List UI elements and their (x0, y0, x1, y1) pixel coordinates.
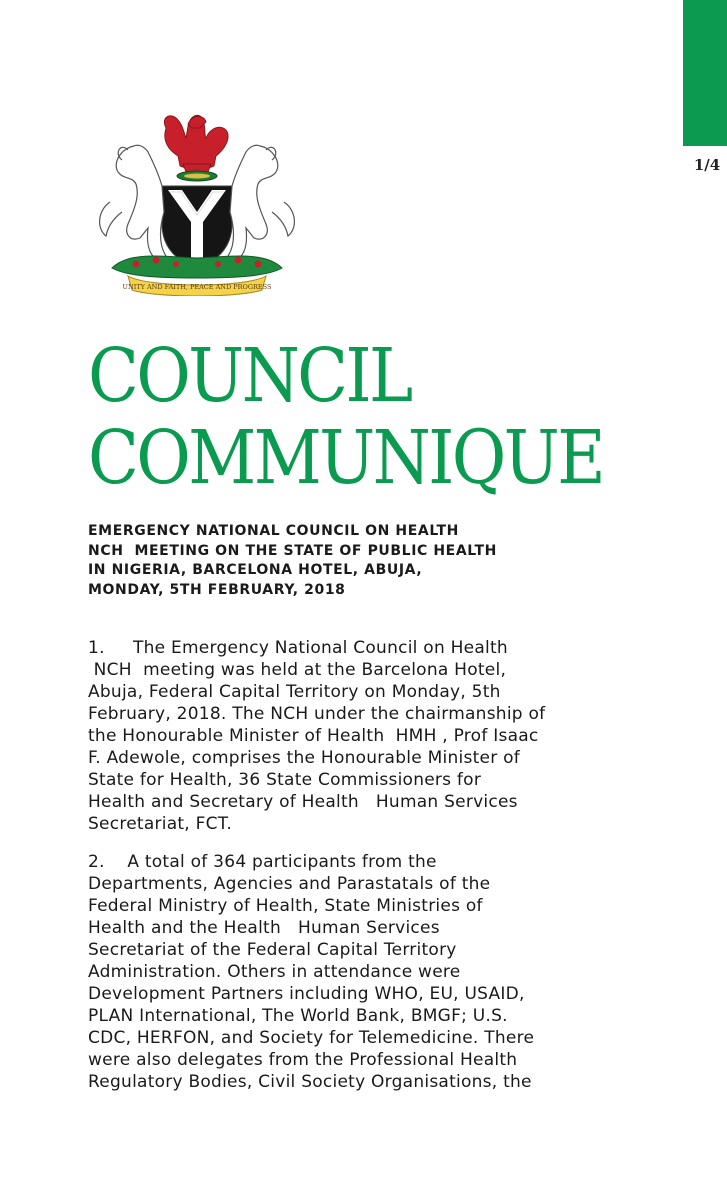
page-number: 1/4 (693, 156, 721, 174)
title-line-1: COUNCIL (88, 333, 411, 419)
meeting-heading-line: EMERGENCY NATIONAL COUNCIL ON HEALTH (88, 523, 459, 539)
emblem-motto: UNITY AND FAITH, PEACE AND PROGRESS (122, 283, 272, 291)
eagle-icon (164, 115, 228, 172)
nigeria-coat-of-arms-icon (88, 106, 306, 296)
paragraph-line: Secretariat of the Federal Capital Territory (88, 940, 457, 960)
paragraph-line: Abuja, Federal Capital Territory on Monday, 5th (88, 682, 501, 702)
title-line-2: COMMUNIQUE (88, 415, 604, 501)
paragraph-line: Development Partners including WHO, EU, USAID, (88, 984, 525, 1004)
paragraph-line: 1. The Emergency National Council on Health (88, 638, 508, 658)
paragraph-line: Administration. Others in attendance were (88, 962, 461, 982)
paragraph-line: Federal Ministry of Health, State Ministries of (88, 896, 483, 916)
paragraph-1 (88, 637, 545, 835)
paragraph-2 (88, 851, 534, 1093)
paragraph-line: State for Health, 36 State Commissioners for (88, 770, 482, 790)
paragraph-line: were also delegates from the Professional Health (88, 1050, 518, 1070)
paragraph-line: Health and Secretary of Health Human Services (88, 792, 518, 812)
paragraph-line: Health and the Health Human Services (88, 918, 440, 938)
meeting-heading-line: IN NIGERIA, BARCELONA HOTEL, ABUJA, (88, 562, 423, 578)
meeting-heading-line: NCH MEETING ON THE STATE OF PUBLIC HEALTH (88, 542, 497, 559)
paragraph-line: NCH meeting was held at the Barcelona Hotel, (88, 660, 507, 680)
paragraph-line: the Honourable Minister of Health HMH , Prof Isaac (88, 726, 539, 746)
paragraph-line: Secretariat, FCT. (88, 814, 233, 834)
paragraph-line: February, 2018. The NCH under the chairmanship of (88, 704, 546, 724)
paragraph-line: 2. A total of 364 participants from the (88, 852, 437, 872)
paragraph-line: Departments, Agencies and Parastatals of the (88, 874, 491, 894)
paragraph-line: Regulatory Bodies, Civil Society Organisations, the (88, 1072, 532, 1092)
left-horse-icon (100, 145, 166, 260)
document-title (88, 335, 603, 499)
meeting-heading (88, 522, 497, 600)
green-page-tab (683, 0, 727, 146)
paragraph-line: PLAN International, The World Bank, BMGF; U.S. (88, 1006, 508, 1026)
paragraph-line: CDC, HERFON, and Society for Telemedicine. There (88, 1028, 535, 1048)
paragraph-line: F. Adewole, comprises the Honourable Minister of (88, 748, 520, 768)
meeting-heading-line: MONDAY, 5TH FEBRUARY, 2018 (88, 581, 346, 598)
right-horse-icon (228, 145, 294, 260)
